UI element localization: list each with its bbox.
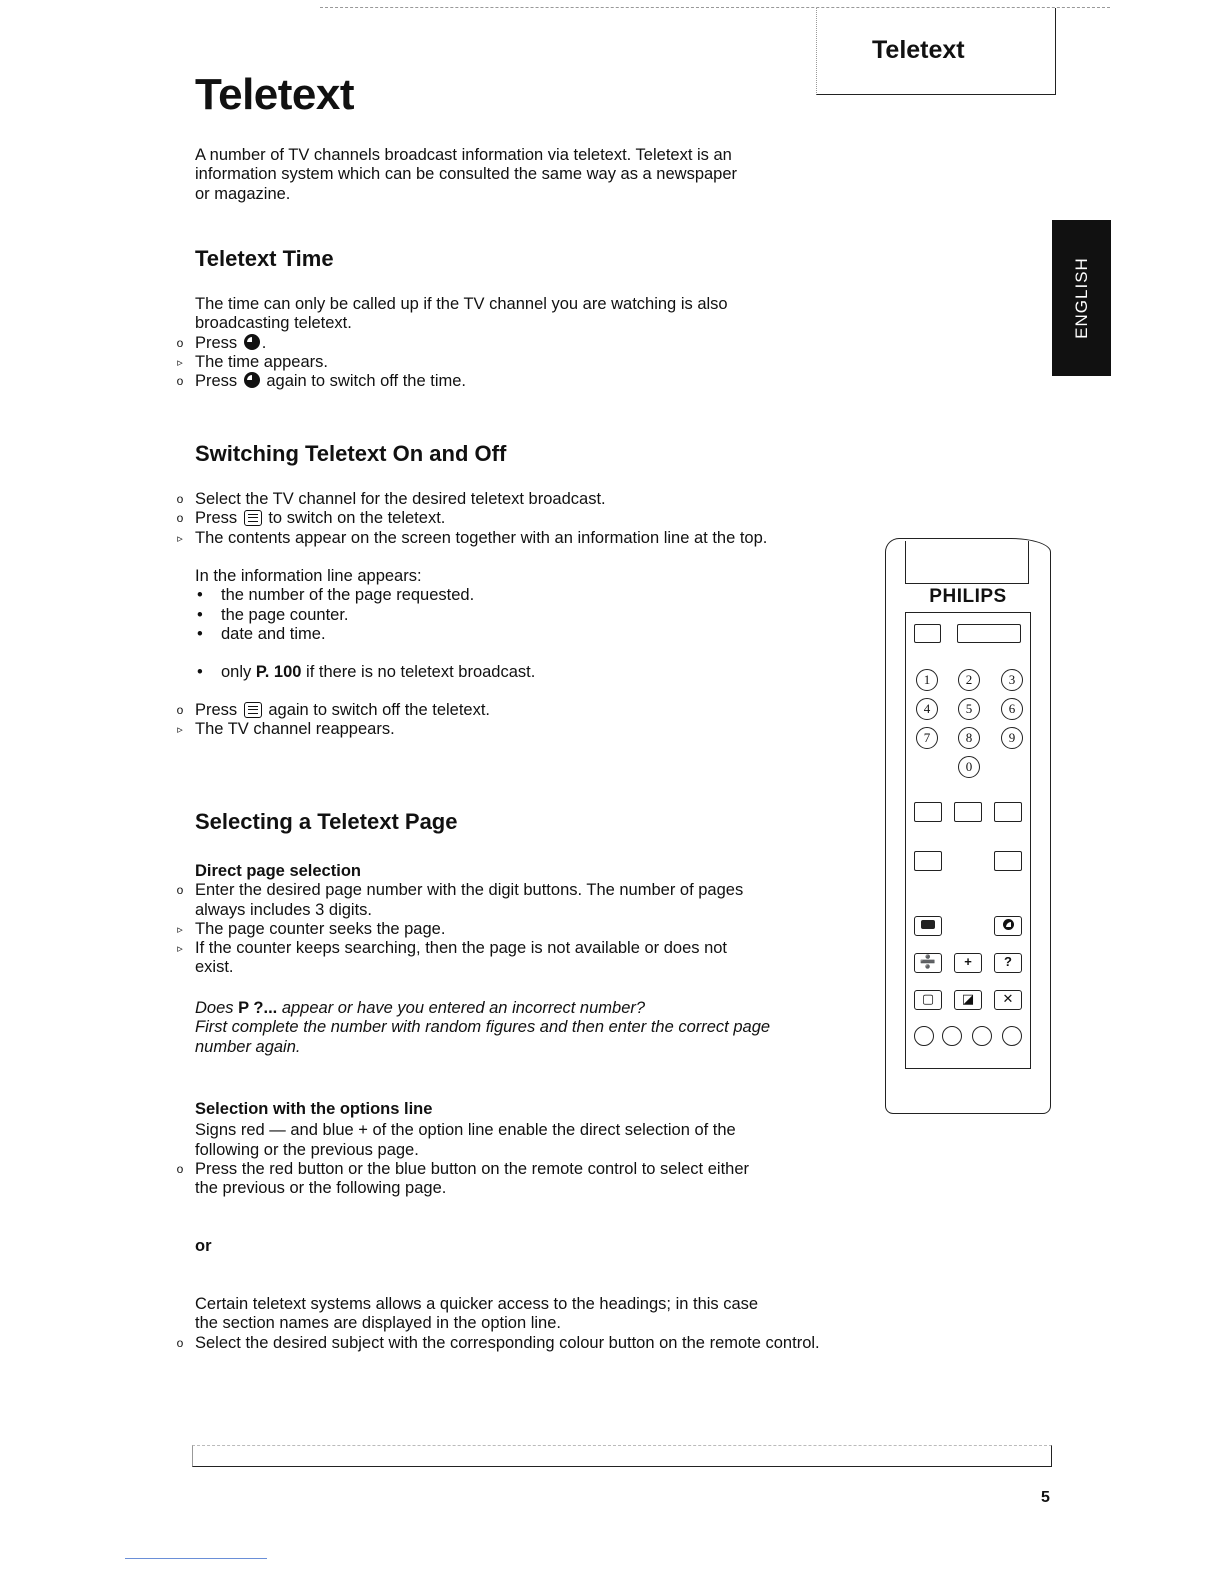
digit-button: 9 [1001, 727, 1023, 749]
remote-time-button [994, 916, 1022, 936]
digit-button: 1 [916, 669, 938, 691]
page-number: 5 [1041, 1489, 1050, 1506]
result-marker: ▹ [177, 943, 183, 956]
remote-subpage-button: ◪ [954, 990, 982, 1010]
step-text: again to switch off the teletext. [263, 701, 491, 719]
step-text: Select the desired subject with the corresponding colour button on the remote control. [195, 1333, 820, 1352]
options-para-line: following or the previous page. [195, 1140, 419, 1159]
step-marker: o [176, 374, 184, 389]
remote-colour-button [1002, 1026, 1022, 1046]
remote-mix-button: ▢ [914, 990, 942, 1010]
digit-button: 6 [1001, 698, 1023, 720]
onoff-step-3 [176, 701, 895, 720]
list-item-bold: P. 100 [255, 663, 302, 681]
onoff-step-1 [176, 490, 895, 509]
intro-line: or magazine. [195, 184, 291, 203]
remote-standby-button [914, 624, 941, 643]
note-bold: P ?... [238, 999, 278, 1017]
remote-brand: PHILIPS [929, 586, 1007, 607]
intro-paragraph [195, 146, 895, 204]
onoff-step-2 [176, 509, 895, 528]
list-item-text: the page counter. [221, 605, 349, 624]
remote-cancel-button: ✕ [994, 990, 1022, 1010]
remote-colour-button [972, 1026, 992, 1046]
teletext-button-icon [244, 702, 262, 718]
list-item-text: only [221, 663, 256, 681]
step-text: . [261, 333, 267, 352]
intro-line: A number of TV channels broadcast information via teletext. Teletext is an [195, 146, 732, 164]
note-line: number again. [195, 1037, 301, 1056]
bullet-marker: • [197, 624, 203, 643]
note-line [195, 999, 895, 1018]
section-heading-onoff: Switching Teletext On and Off [195, 441, 507, 466]
direct-selection [176, 862, 895, 978]
quick-access [176, 1295, 895, 1353]
digit-button: 2 [958, 669, 980, 691]
result-text: If the counter keeps searching, then the page is not available or does not [195, 939, 728, 958]
step-marker: o [176, 883, 184, 898]
list-item-text: date and time. [221, 624, 326, 643]
options-selection [176, 1100, 895, 1198]
result-marker: ▹ [177, 356, 183, 369]
time-para-line: broadcasting teletext. [195, 314, 352, 333]
result-marker: ▹ [177, 532, 183, 545]
remote-reveal-button: ➗ [914, 953, 942, 973]
remote-square-button [914, 802, 942, 822]
remote-plus-button: + [954, 953, 982, 973]
step-text: Enter the desired page number with the digit buttons. The number of pages [195, 881, 744, 900]
teletext-button-icon [244, 510, 262, 526]
onoff-section-body [176, 490, 895, 548]
or-separator: or [195, 1237, 212, 1255]
note-text: Does [195, 999, 239, 1017]
digit-button: 0 [958, 756, 980, 778]
info-intro: In the information line appears: [195, 567, 422, 585]
time-para-line: The time can only be called up if the TV channel you are watching is also [195, 295, 728, 313]
step-text: Press the red button or the blue button on the remote control to select either [195, 1159, 749, 1178]
result-text: The time appears. [195, 352, 328, 371]
remote-button-panel [905, 612, 1031, 1069]
info-line-list [195, 567, 895, 644]
remote-wide-button [957, 624, 1021, 643]
remote-square-button [994, 802, 1022, 822]
result-text: The TV channel reappears. [195, 720, 395, 739]
digit-button: 5 [958, 698, 980, 720]
time-button-icon [244, 334, 260, 350]
remote-teletext-button [914, 916, 942, 936]
no-broadcast-item [195, 663, 895, 682]
direct-result-1 [177, 919, 895, 939]
footer-box [192, 1445, 1052, 1467]
scan-artifact-line [125, 1558, 267, 1559]
bullet-marker: • [197, 663, 203, 681]
step-text: Press [195, 333, 242, 352]
step-marker: o [176, 492, 184, 506]
step-text: Press [195, 509, 242, 528]
intro-line: information system which can be consulted the same way as a newspaper [195, 165, 738, 184]
list-item-text: the number of the page requested. [221, 586, 475, 605]
page-title: Teletext [195, 70, 355, 119]
digit-button: 8 [958, 727, 980, 749]
quick-para-line: Certain teletext systems allows a quicker access to the headings; in this case [195, 1295, 759, 1313]
direct-step [176, 881, 895, 900]
note-line: First complete the number with random figures and then enter the correct page [195, 1018, 771, 1037]
options-step-cont: the previous or the following page. [195, 1179, 447, 1198]
section-heading-select: Selecting a Teletext Page [195, 809, 458, 834]
remote-square-button [914, 851, 942, 871]
step-text: Select the TV channel for the desired teletext broadcast. [195, 490, 606, 508]
remote-colour-button [914, 1026, 934, 1046]
digit-button: 4 [916, 698, 938, 720]
step-text: to switch on the teletext. [263, 509, 446, 528]
note-paragraph [195, 999, 895, 1057]
step-text: again to switch off the time. [261, 372, 466, 391]
step-marker: o [176, 1335, 184, 1350]
options-step [176, 1159, 895, 1179]
step-marker: o [176, 335, 184, 350]
remote-colour-button [942, 1026, 962, 1046]
language-tab [1052, 220, 1111, 376]
step-text: Press [195, 372, 242, 391]
list-item-text: if there is no teletext broadcast. [301, 663, 536, 681]
bullet-marker: • [197, 586, 203, 605]
language-tab-label: ENGLISH [1071, 257, 1091, 339]
result-marker: ▹ [177, 724, 183, 737]
time-result-1 [177, 352, 895, 372]
header-title: Teletext [872, 36, 965, 64]
direct-result-2 [177, 939, 895, 958]
remote-square-button [994, 851, 1022, 871]
step-marker: o [176, 1161, 184, 1176]
result-marker: ▹ [177, 923, 183, 936]
remote-question-button: ? [994, 953, 1022, 973]
quick-para-line: the section names are displayed in the option line. [195, 1314, 561, 1333]
list-item [195, 625, 895, 644]
note-text: appear or have you entered an incorrect number? [277, 999, 646, 1017]
step-marker: o [176, 511, 184, 526]
onoff-result-2 [177, 720, 895, 739]
onoff-switch-off [176, 701, 895, 740]
subheading-direct: Direct page selection [195, 862, 361, 880]
step-marker: o [176, 703, 184, 717]
direct-step-cont: always includes 3 digits. [195, 900, 373, 919]
time-section-body [176, 295, 895, 391]
quick-step [176, 1333, 895, 1353]
section-heading-time: Teletext Time [195, 246, 334, 271]
digit-button: 7 [916, 727, 938, 749]
time-step-2 [176, 372, 895, 391]
time-step-1 [176, 333, 895, 353]
time-button-icon [244, 372, 260, 388]
list-item [195, 586, 895, 605]
remote-square-button [954, 802, 982, 822]
result-text: The contents appear on the screen together with an information line at the top. [195, 528, 768, 547]
onoff-result-1 [177, 528, 895, 548]
list-item [195, 663, 895, 682]
remote-top-window [905, 541, 1029, 584]
digit-button: 3 [1001, 669, 1023, 691]
options-para-line: Signs red — and blue + of the option line enable the direct selection of the [195, 1121, 736, 1140]
step-text: Press [195, 701, 242, 719]
list-item [195, 606, 895, 625]
bullet-marker: • [197, 605, 203, 624]
subheading-options: Selection with the options line [195, 1100, 433, 1118]
result-text: The page counter seeks the page. [195, 919, 446, 938]
direct-result-2-cont: exist. [195, 958, 234, 977]
